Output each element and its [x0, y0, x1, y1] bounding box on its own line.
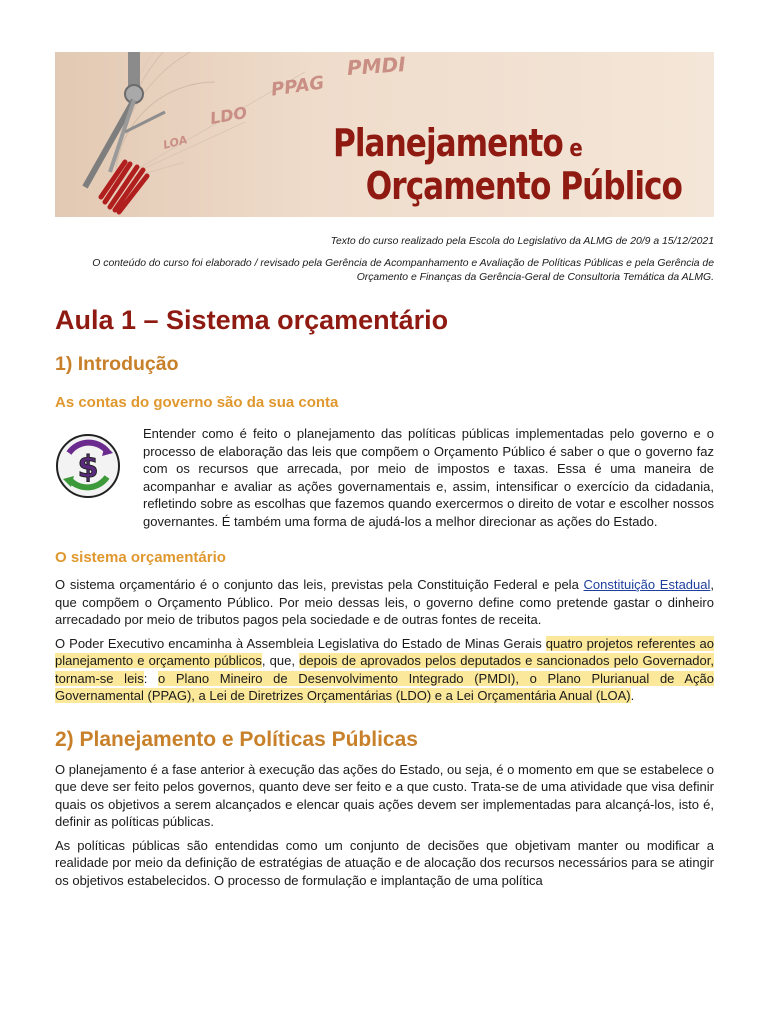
para3-text-b: , que: [261, 653, 292, 668]
course-banner: [55, 52, 714, 217]
intro-block: [55, 425, 714, 530]
banner-word-ldo: LDO: [208, 102, 249, 129]
para3-text-c: ,: [291, 653, 300, 668]
banner-title-e: e: [569, 134, 582, 162]
intro-paragraph: Entender como é feito o planejamento das políticas públicas implementadas pelo governo e o processo de elaboração das leis que compõem o Orçamento Público é saber o que o governo faz com os recursos que arrecada, por meio de impostos e taxas. Essa é uma maneira de acompanhar e avaliar as ações governamentais e, assim, intensificar o exercício da cidadania, refletindo sobre as escolhas que fazemos quando exercermos o direito de votar e escolher nossos governantes. É também uma forma de ajudá-los a melhor direcionar as ações do Estado.: [143, 426, 714, 529]
svg-text:$: $: [77, 450, 99, 485]
para3-highlight-2: depois de aprovados pelos deputados e sancionados pelo Governador, tornam-se leis: [55, 653, 714, 686]
para3-text-d: :: [143, 670, 158, 686]
paragraph-sistema-text-b: , que compõem o Orçamento Público. Por meio dessas leis, o governo define como pretende gastar o dinheiro arrecadado por meio de tributos pagos pela sociedade e de outras fontes de receita.: [55, 577, 715, 627]
credit-line-1: Texto do curso realizado pela Escola do Legislativo da ALMG de 20/9 a 15/12/2021: [330, 236, 714, 247]
section-2-heading: 2) Planejamento e Políticas Públicas: [55, 727, 418, 751]
banner-title-line2: Orçamento Público: [365, 164, 682, 208]
paragraph-sistema-text-a: O sistema orçamentário é o conjunto das leis, previstas pela Constituição Federal e pela: [55, 577, 584, 592]
subheading-sistema: O sistema orçamentário: [55, 549, 226, 566]
paragraph-politicas-publicas: As políticas públicas são entendidas como um conjunto de decisões que objetivam manter ou modificar a realidade por meio da definição de estratégias de atuação e de alocação dos recursos necessários para se atingir os objetivos estabelecidos. O processo de formulação e implantação de uma política: [55, 837, 714, 888]
para3-highlight-3: o Plano Mineiro de Desenvolvimento Integrado (PMDI), o Plano Plurianual de Ação Governamental (PPAG), a Lei de Diretrizes Orçamentárias (LDO) e a Lei Orçamentária Anual (LOA): [55, 670, 714, 703]
course-credits: [55, 235, 714, 285]
money-cycle-icon: [55, 433, 121, 499]
constituicao-estadual-link[interactable]: Constituição Estadual: [583, 577, 711, 592]
banner-title: [333, 121, 682, 208]
para3-text-a: O Poder Executivo encaminha à Assembleia Legislativa do Estado de Minas Gerais: [55, 635, 546, 651]
section-1-heading: 1) Introdução: [55, 353, 179, 375]
para3-text-e: .: [630, 688, 635, 703]
subheading-contas: As contas do governo são da sua conta: [55, 394, 339, 411]
para3-highlight-1: quatro projetos referentes ao planejamento e orçamento públicos: [55, 635, 714, 668]
banner-word-pmdi: PMDI: [346, 52, 407, 81]
banner-word-loa: LOA: [161, 133, 189, 152]
paragraph-planejamento: O planejamento é a fase anterior à execução das ações do Estado, ou seja, é o momento em que se estabelece o que deve ser feito pelos governos, quanto deve ser feito e a que custo. Trata-se de uma atividade que visa definir quais os objetivos a serem alcançados e elencar quais ações devem ser implementadas para alcançá-los, isto é, definir as políticas públicas.: [55, 761, 714, 829]
document-page: [55, 52, 714, 889]
credit-line-2: O conteúdo do curso foi elaborado / revisado pela Gerência de Acompanhamento e Avaliação de Políticas Públicas e pela Gerência de Orçamento e Finanças da Gerência-Geral de Consultoria Temática da ALMG.: [92, 258, 714, 283]
lesson-title: Aula 1 – Sistema orçamentário: [55, 305, 449, 335]
paragraph-poder-executivo: [55, 635, 714, 705]
paragraph-sistema: [55, 576, 714, 629]
banner-title-line1: Planejamento: [333, 121, 563, 165]
banner-word-ppag: PPAG: [269, 72, 326, 101]
